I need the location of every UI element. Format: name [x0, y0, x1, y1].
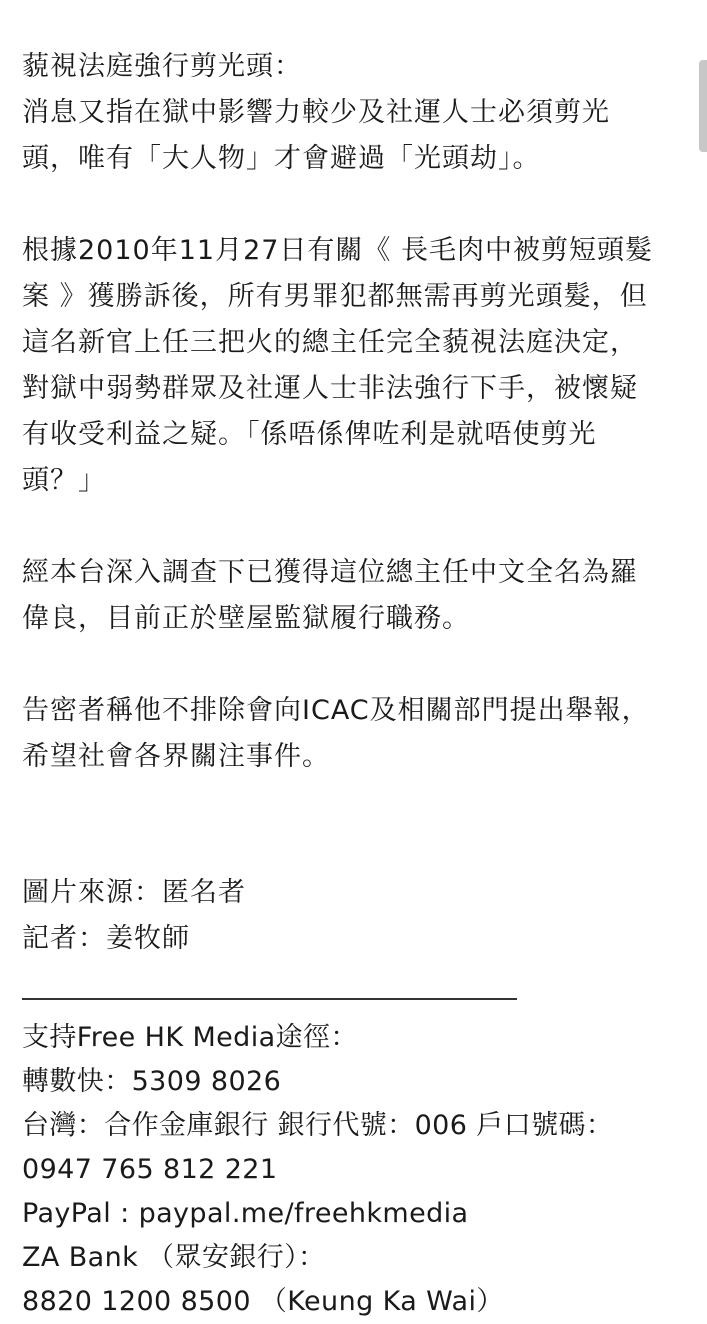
image-source: 圖片來源：匿名者	[22, 877, 246, 908]
taiwan-account-number: 0947 765 812 221	[22, 1154, 278, 1185]
paragraph-line: 頭？」	[22, 465, 106, 496]
paragraph-line: 偉良，目前正於壁屋監獄履行職務。	[22, 603, 470, 634]
paragraph-2	[22, 228, 672, 504]
paragraph-3	[22, 550, 672, 642]
support-title: 支持Free HK Media途徑：	[22, 1022, 358, 1053]
paragraph-line: 希望社會各界關注事件。	[22, 741, 330, 772]
fps-info: 轉數快：5309 8026	[22, 1066, 282, 1097]
heading-text: 藐視法庭強行剪光頭：	[22, 51, 302, 82]
credits	[22, 870, 672, 962]
taiwan-bank-info: 台灣：合作金庫銀行 銀行代號：006 戶口號碼：	[22, 1110, 614, 1141]
zabank-info: ZA Bank （眾安銀行）：	[22, 1242, 326, 1273]
section-heading	[22, 44, 672, 90]
paragraph-line: 案 》獲勝訴後，所有男罪犯都無需再剪光頭髮，但	[22, 281, 648, 312]
paragraph-line: 根據2010年11月27日有關《 長毛肉中被剪短頭髮	[22, 235, 654, 266]
paragraph-4	[22, 688, 672, 780]
paragraph-1	[22, 90, 672, 182]
paragraph-line: 有收受利益之疑。「係唔係俾咗利是就唔使剪光	[22, 419, 597, 450]
paragraph-line: 告密者稱他不排除會向ICAC及相關部門提出舉報，	[22, 695, 650, 726]
paragraph-line: 消息又指在獄中影響力較少及社運人士必須剪光	[22, 97, 610, 128]
paypal-info: PayPal : paypal.me/freehkmedia	[22, 1198, 469, 1229]
paragraph-line: 頭，唯有「大人物」才會避過「光頭劫」。	[22, 143, 541, 174]
paragraph-line: 這名新官上任三把火的總主任完全藐視法庭決定，	[22, 327, 638, 358]
paragraph-line: 經本台深入調查下已獲得這位總主任中文全名為羅	[22, 557, 638, 588]
scrollbar[interactable]	[699, 60, 707, 152]
paragraph-line: 對獄中弱勢群眾及社運人士非法強行下手，被懷疑	[22, 373, 638, 404]
article-body	[22, 44, 672, 1324]
divider	[22, 998, 517, 1000]
support-section	[22, 1016, 672, 1324]
zabank-account: 8820 1200 8500 （Keung Ka Wai）	[22, 1286, 504, 1317]
reporter: 記者：姜牧師	[22, 923, 190, 954]
